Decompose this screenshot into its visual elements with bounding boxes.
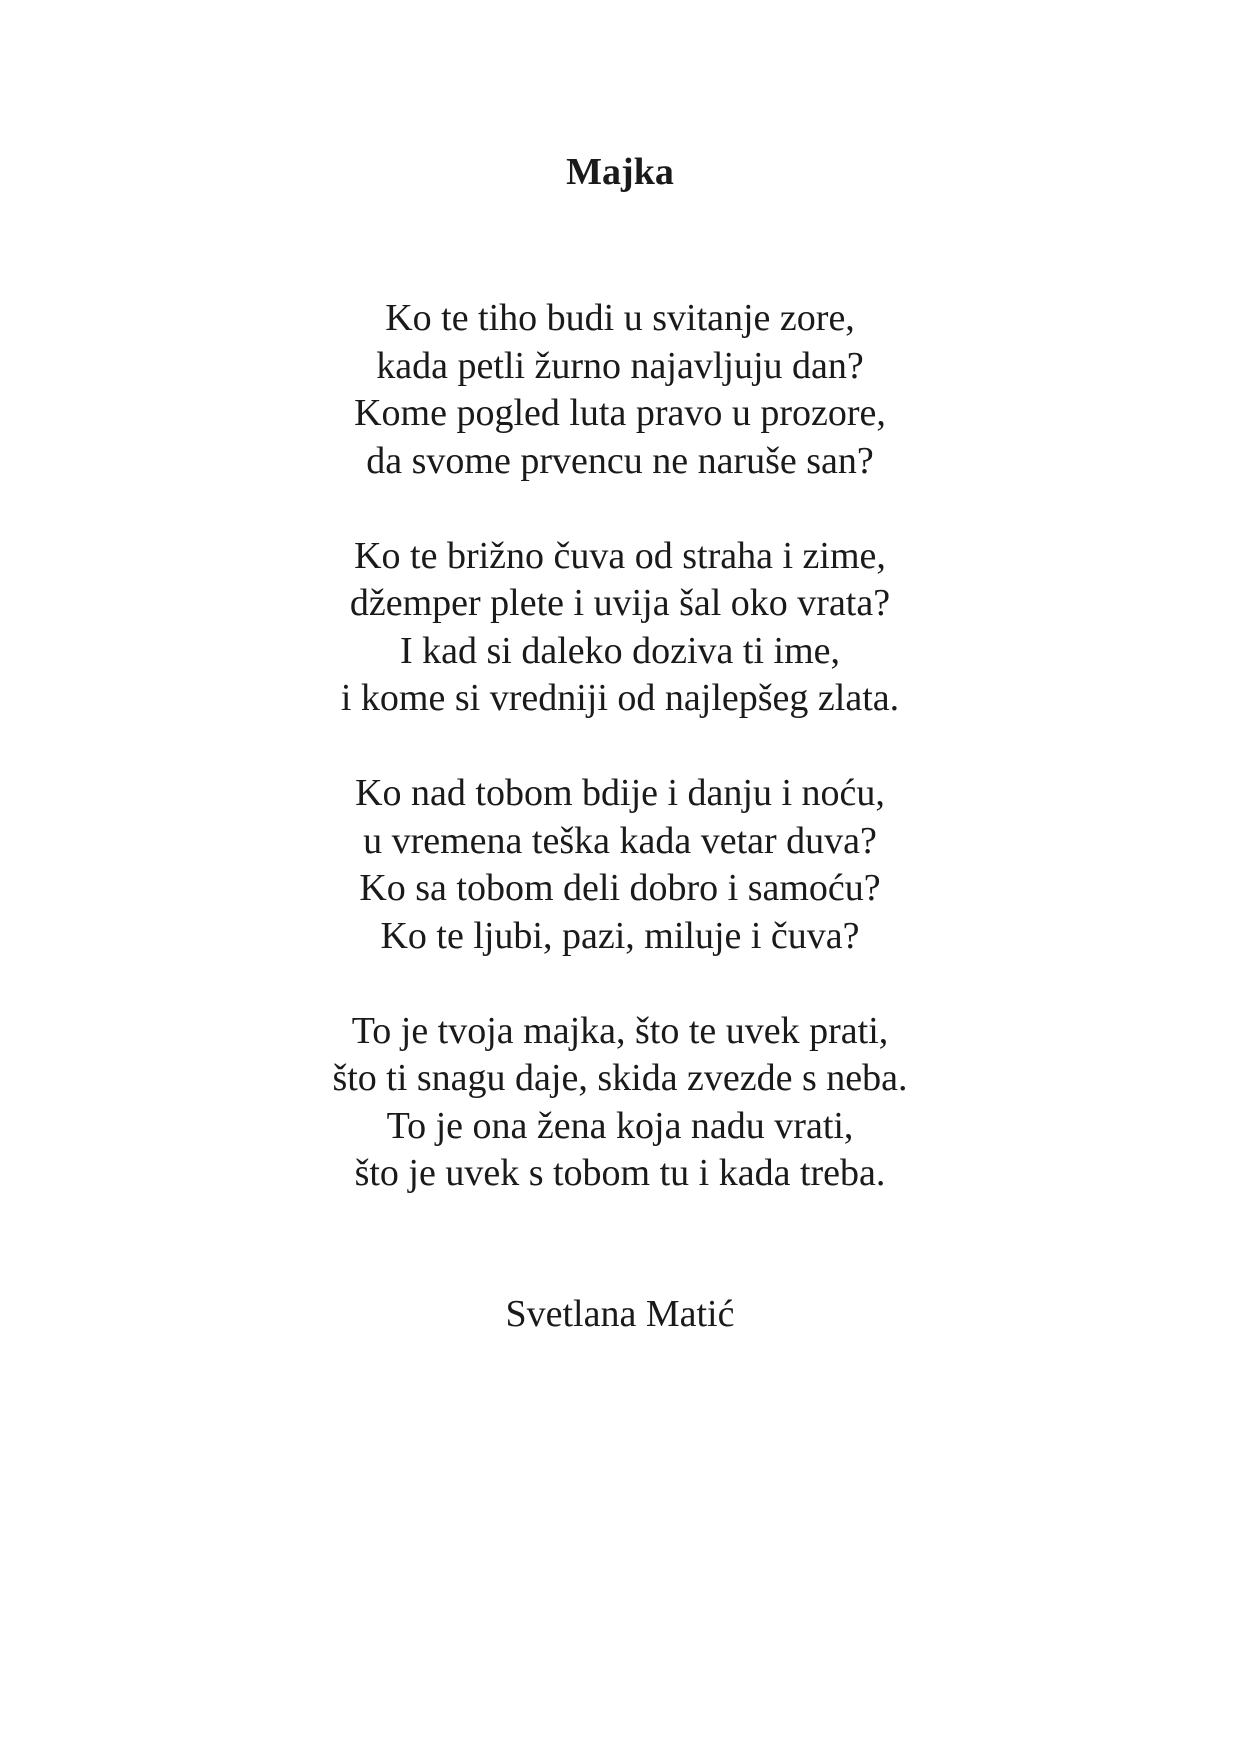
poem-line: To je tvoja majka, što te uvek prati, <box>351 1009 889 1052</box>
poem-line: Ko te tiho budi u svitanje zore, <box>385 297 855 339</box>
poem-line: u vremena teška kada vetar duva? <box>363 819 877 862</box>
poem-line: da svome prvencu ne naruše san? <box>366 439 874 482</box>
poem-line: Ko te ljubi, pazi, miluje i čuva? <box>380 914 860 957</box>
poem-title: Majka <box>566 151 674 193</box>
poem-line: što ti snagu daje, skida zvezde s neba. <box>332 1057 908 1099</box>
poem-line: kada petli žurno najavljuju dan? <box>376 344 864 387</box>
stanza <box>0 1008 1240 1198</box>
poem-body <box>0 295 1240 1245</box>
poem-line: što je uvek s tobom tu i kada treba. <box>354 1152 886 1194</box>
poem-line: Ko te brižno čuva od straha i zime, <box>354 534 886 577</box>
poem-line: i kome si vredniji od najlepšeg zlata. <box>340 677 900 719</box>
poem-line: I kad si daleko doziva ti ime, <box>399 629 841 672</box>
stanza <box>0 295 1240 485</box>
poem-line: Ko nad tobom bdije i danju i noću, <box>355 772 885 814</box>
poem-line: Ko sa tobom deli dobro i samoću? <box>359 867 881 909</box>
stanza <box>0 770 1240 960</box>
poem-line: džemper plete i uvija šal oko vrata? <box>349 582 891 624</box>
poem-author: Svetlana Matić <box>505 1293 735 1335</box>
stanza <box>0 533 1240 723</box>
poem-line: Kome pogled luta pravo u prozore, <box>354 392 886 434</box>
poem-line: To je ona žena koja nadu vrati, <box>386 1104 854 1147</box>
